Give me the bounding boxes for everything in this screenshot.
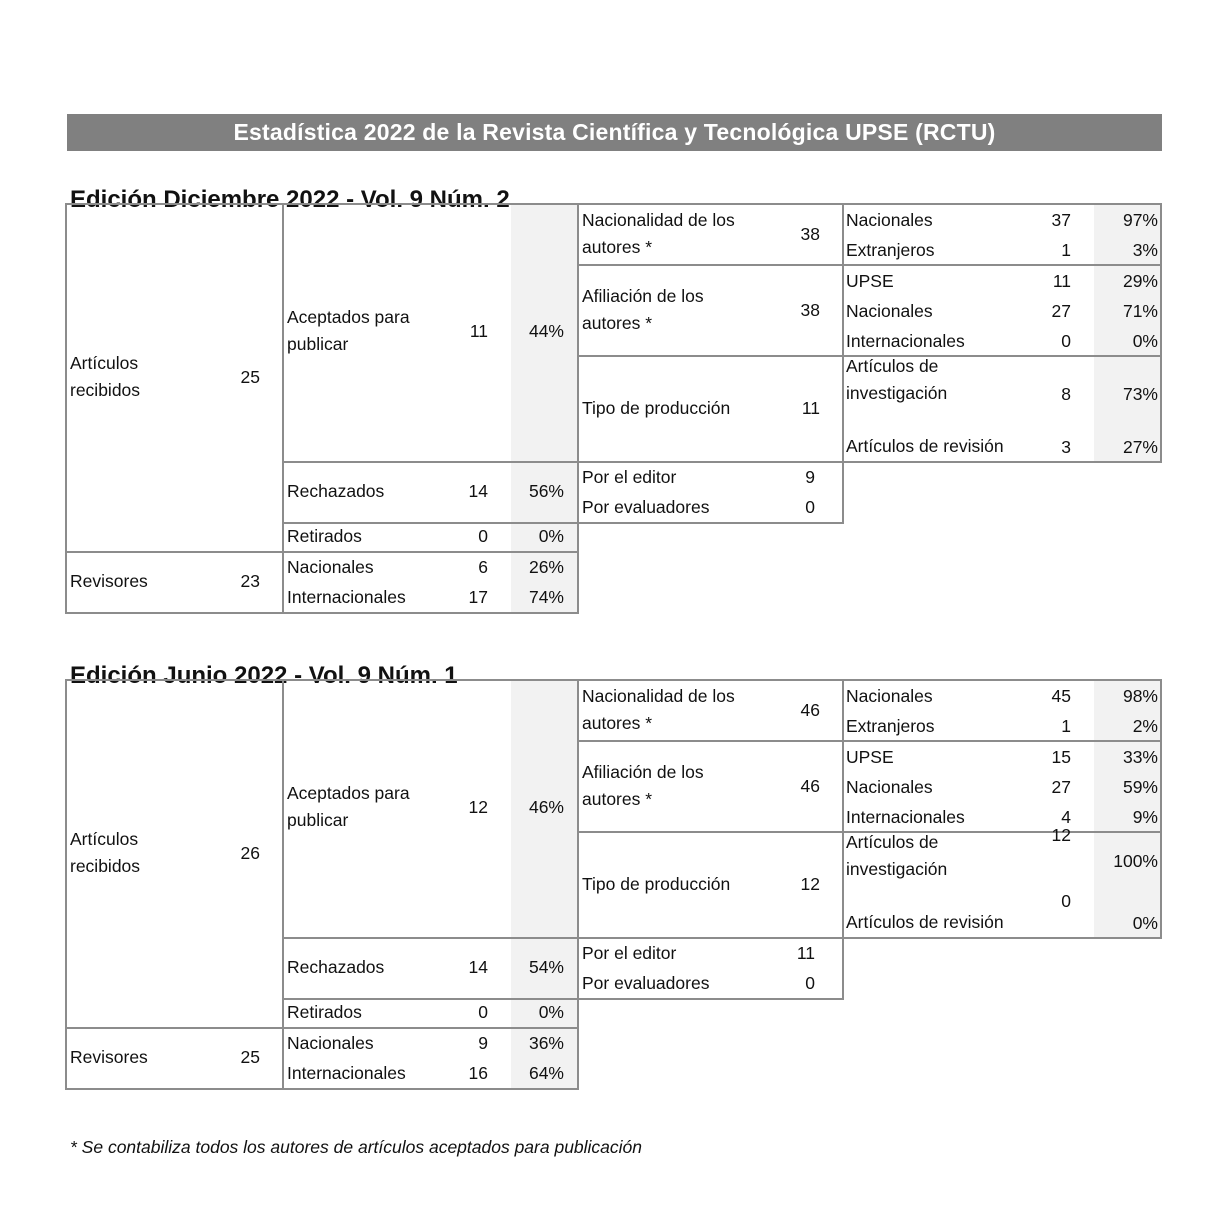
rejected-by-editor-label: Por el editor [582, 467, 677, 487]
production-review-label: Artículos de revisión [846, 436, 1004, 456]
affiliation-national-label: Nacionales [846, 301, 933, 321]
received-label: Artículos recibidos [70, 829, 141, 876]
rejected-by-editor-value: 11 [796, 943, 815, 963]
affiliation-upse-value: 11 [1052, 271, 1071, 291]
production-research-label: Artículos de investigación [846, 356, 948, 403]
production-value: 11 [801, 398, 820, 418]
withdrawn-value: 0 [478, 1002, 488, 1022]
rejected-pct: 54% [528, 957, 564, 977]
nationality-national-label: Nacionales [846, 210, 933, 230]
edition-june [0, 662, 1224, 1122]
production-research-value: 8 [1061, 384, 1071, 404]
nationality-foreign-value: 1 [1061, 716, 1071, 736]
rejected-by-editor-value: 9 [805, 467, 815, 487]
rejected-by-reviewers-value: 0 [805, 973, 815, 993]
nationality-national-value: 37 [1051, 210, 1071, 230]
production-review-pct: 0% [1132, 913, 1158, 933]
accepted-label: Aceptados para publicar [287, 307, 410, 354]
production-label: Tipo de producción [582, 874, 731, 894]
edition-december [0, 186, 1224, 646]
reviewers-intl-value: 16 [468, 1063, 488, 1083]
affiliation-value: 46 [800, 776, 820, 796]
withdrawn-pct: 0% [538, 1002, 564, 1022]
affiliation-intl-label: Internacionales [846, 807, 965, 827]
production-research-value: 12 [1051, 825, 1071, 845]
edition-heading: Edición Junio 2022 - Vol. 9 Núm. 1 [70, 662, 458, 689]
affiliation-value: 38 [800, 300, 820, 320]
affiliation-upse-value: 15 [1051, 747, 1071, 767]
rejected-by-reviewers-label: Por evaluadores [582, 973, 710, 993]
affiliation-national-value: 27 [1051, 301, 1071, 321]
production-review-value: 0 [1061, 891, 1071, 911]
withdrawn-label: Retirados [287, 1002, 362, 1022]
production-label: Tipo de producción [582, 398, 731, 418]
nationality-foreign-pct: 2% [1132, 716, 1158, 736]
nationality-national-value: 45 [1051, 686, 1071, 706]
production-research-label: Artículos de investigación [846, 832, 948, 879]
withdrawn-value: 0 [478, 526, 488, 546]
edition-heading: Edición Diciembre 2022 - Vol. 9 Núm. 2 [70, 186, 510, 213]
reviewers-label: Revisores [70, 571, 148, 591]
rejected-value: 14 [468, 481, 488, 501]
nationality-value: 38 [800, 224, 820, 244]
affiliation-upse-label: UPSE [846, 747, 894, 767]
withdrawn-label: Retirados [287, 526, 362, 546]
accepted-pct: 44% [528, 321, 564, 341]
nationality-label: Nacionalidad de los autores * [582, 686, 735, 733]
reviewers-national-value: 6 [478, 557, 488, 577]
nationality-value: 46 [800, 700, 820, 720]
reviewers-national-pct: 26% [528, 557, 564, 577]
affiliation-intl-pct: 9% [1132, 807, 1158, 827]
nationality-foreign-label: Extranjeros [846, 240, 935, 260]
nationality-foreign-value: 1 [1061, 240, 1071, 260]
withdrawn-pct: 0% [538, 526, 564, 546]
affiliation-intl-label: Internacionales [846, 331, 965, 351]
affiliation-label: Afiliación de los autores * [582, 286, 704, 333]
received-value: 26 [240, 843, 260, 863]
affiliation-upse-label: UPSE [846, 271, 894, 291]
affiliation-national-value: 27 [1051, 777, 1071, 797]
reviewers-value: 23 [240, 571, 260, 591]
production-research-pct: 73% [1122, 384, 1158, 404]
affiliation-upse-pct: 29% [1122, 271, 1158, 291]
reviewers-national-label: Nacionales [287, 557, 374, 577]
reviewers-intl-value: 17 [468, 587, 488, 607]
affiliation-upse-pct: 33% [1122, 747, 1158, 767]
rejected-by-editor-label: Por el editor [582, 943, 677, 963]
affiliation-national-pct: 71% [1122, 301, 1158, 321]
production-review-value: 3 [1061, 437, 1071, 457]
rejected-by-reviewers-value: 0 [805, 497, 815, 517]
production-value: 12 [800, 874, 820, 894]
rejected-label: Rechazados [287, 957, 385, 977]
reviewers-national-value: 9 [478, 1033, 488, 1053]
affiliation-national-pct: 59% [1122, 777, 1158, 797]
received-value: 25 [240, 367, 260, 387]
affiliation-intl-value: 4 [1061, 807, 1071, 827]
nationality-national-pct: 97% [1122, 210, 1158, 230]
production-review-pct: 27% [1122, 437, 1158, 457]
rejected-value: 14 [468, 957, 488, 977]
reviewers-national-label: Nacionales [287, 1033, 374, 1053]
affiliation-intl-value: 0 [1061, 331, 1071, 351]
accepted-value: 11 [469, 321, 488, 341]
reviewers-intl-label: Internacionales [287, 1063, 406, 1083]
nationality-foreign-label: Extranjeros [846, 716, 935, 736]
rejected-pct: 56% [528, 481, 564, 501]
rejected-by-reviewers-label: Por evaluadores [582, 497, 710, 517]
reviewers-label: Revisores [70, 1047, 148, 1067]
reviewers-intl-pct: 64% [528, 1063, 564, 1083]
reviewers-national-pct: 36% [528, 1033, 564, 1053]
production-review-label: Artículos de revisión [846, 912, 1004, 932]
nationality-foreign-pct: 3% [1132, 240, 1158, 260]
production-research-pct: 100% [1113, 851, 1158, 871]
reviewers-value: 25 [240, 1047, 260, 1067]
accepted-value: 12 [468, 797, 488, 817]
nationality-national-label: Nacionales [846, 686, 933, 706]
rejected-label: Rechazados [287, 481, 385, 501]
reviewers-intl-pct: 74% [528, 587, 564, 607]
report-title: Estadística 2022 de la Revista Científica y Tecnológica UPSE (RCTU) [67, 114, 1162, 151]
nationality-national-pct: 98% [1122, 686, 1158, 706]
footnote: * Se contabiliza todos los autores de artículos aceptados para publicación [70, 1137, 643, 1157]
accepted-pct: 46% [528, 797, 564, 817]
nationality-label: Nacionalidad de los autores * [582, 210, 735, 257]
affiliation-label: Afiliación de los autores * [582, 762, 704, 809]
accepted-label: Aceptados para publicar [287, 783, 410, 830]
affiliation-national-label: Nacionales [846, 777, 933, 797]
received-label: Artículos recibidos [70, 353, 141, 400]
affiliation-intl-pct: 0% [1132, 331, 1158, 351]
reviewers-intl-label: Internacionales [287, 587, 406, 607]
